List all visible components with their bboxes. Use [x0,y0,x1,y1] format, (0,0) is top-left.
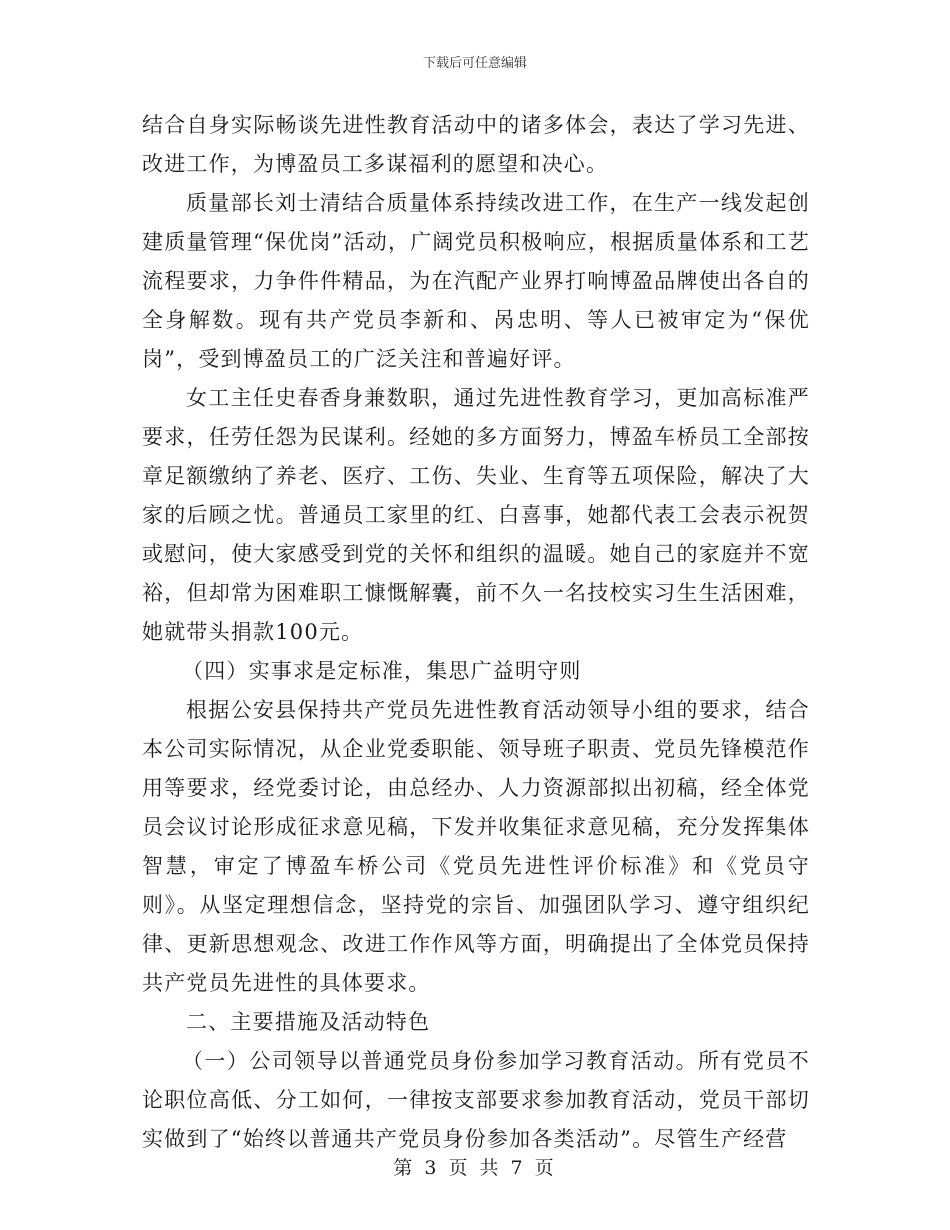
paragraph-7: （一）公司领导以普通党员身份参加学习教育活动。所有党员不论职位高低、分工如何，一律按支部要求参加教育活动，党员干部切实做到了“始终以普通共产党员身份参加各类活动”。尽管生产经营 [142,1049,810,1151]
page-number: 第 3 页 共 7 页 [393,1157,557,1179]
section-heading-2: 二、主要措施及活动特色 [186,1010,431,1034]
paragraph-2: 质量部长刘士清结合质量体系持续改进工作，在生产一线发起创建质量管理“保优岗”活动，广阔党员积极响应，根据质量体系和工艺流程要求，力争件件精品，为在汽配产业界打响博盈品牌使出各自的全身解数。现有共产党员李新和、呙忠明、等人已被审定为“保优岗”，受到博盈员工的广泛关注和普遍好评。 [142,191,810,371]
paragraph-3: 女工主任史春香身兼数职，通过先进性教育学习，更加高标准严要求，任劳任怨为民谋利。经她的多方面努力，博盈车桥员工全部按章足额缴纳了养老、医疗、工伤、失业、生育等五项保险，解决了大家的后顾之忧。普通员工家里的红、白喜事，她都代表工会表示祝贺或慰问，使大家感受到党的关怀和组织的温暖。她自己的家庭并不宽裕，但却常为困难职工慷慨解囊，前不久一名技校实习生生活困难，她就带头捐款100元。 [142,386,810,644]
page-header-note: 下载后可任意编辑 [422,56,527,71]
document-body [142,106,810,1159]
section-heading-4: （四）实事求是定标准，集思广益明守则 [182,659,582,683]
paragraph-5: 根据公安县保持共产党员先进性教育活动领导小组的要求，结合本公司实际情况，从企业党委职能、领导班子职责、党员先锋模范作用等要求，经党委讨论，由总经办、人力资源部拟出初稿，经全体党员会议讨论形成征求意见稿，下发并收集征求意见稿，充分发挥集体智慧，审定了博盈车桥公司《党员先进性评价标准》和《党员守则》。从坚定理想信念，坚持党的宗旨、加强团队学习、遵守组织纪律、更新思想观念、改进工作作风等方面，明确提出了全体党员保持共产党员先进性的具体要求。 [142,698,810,995]
paragraph-1: 结合自身实际畅谈先进性教育活动中的诸多体会，表达了学习先进、改进工作，为博盈员工多谋福利的愿望和决心。 [142,113,810,176]
